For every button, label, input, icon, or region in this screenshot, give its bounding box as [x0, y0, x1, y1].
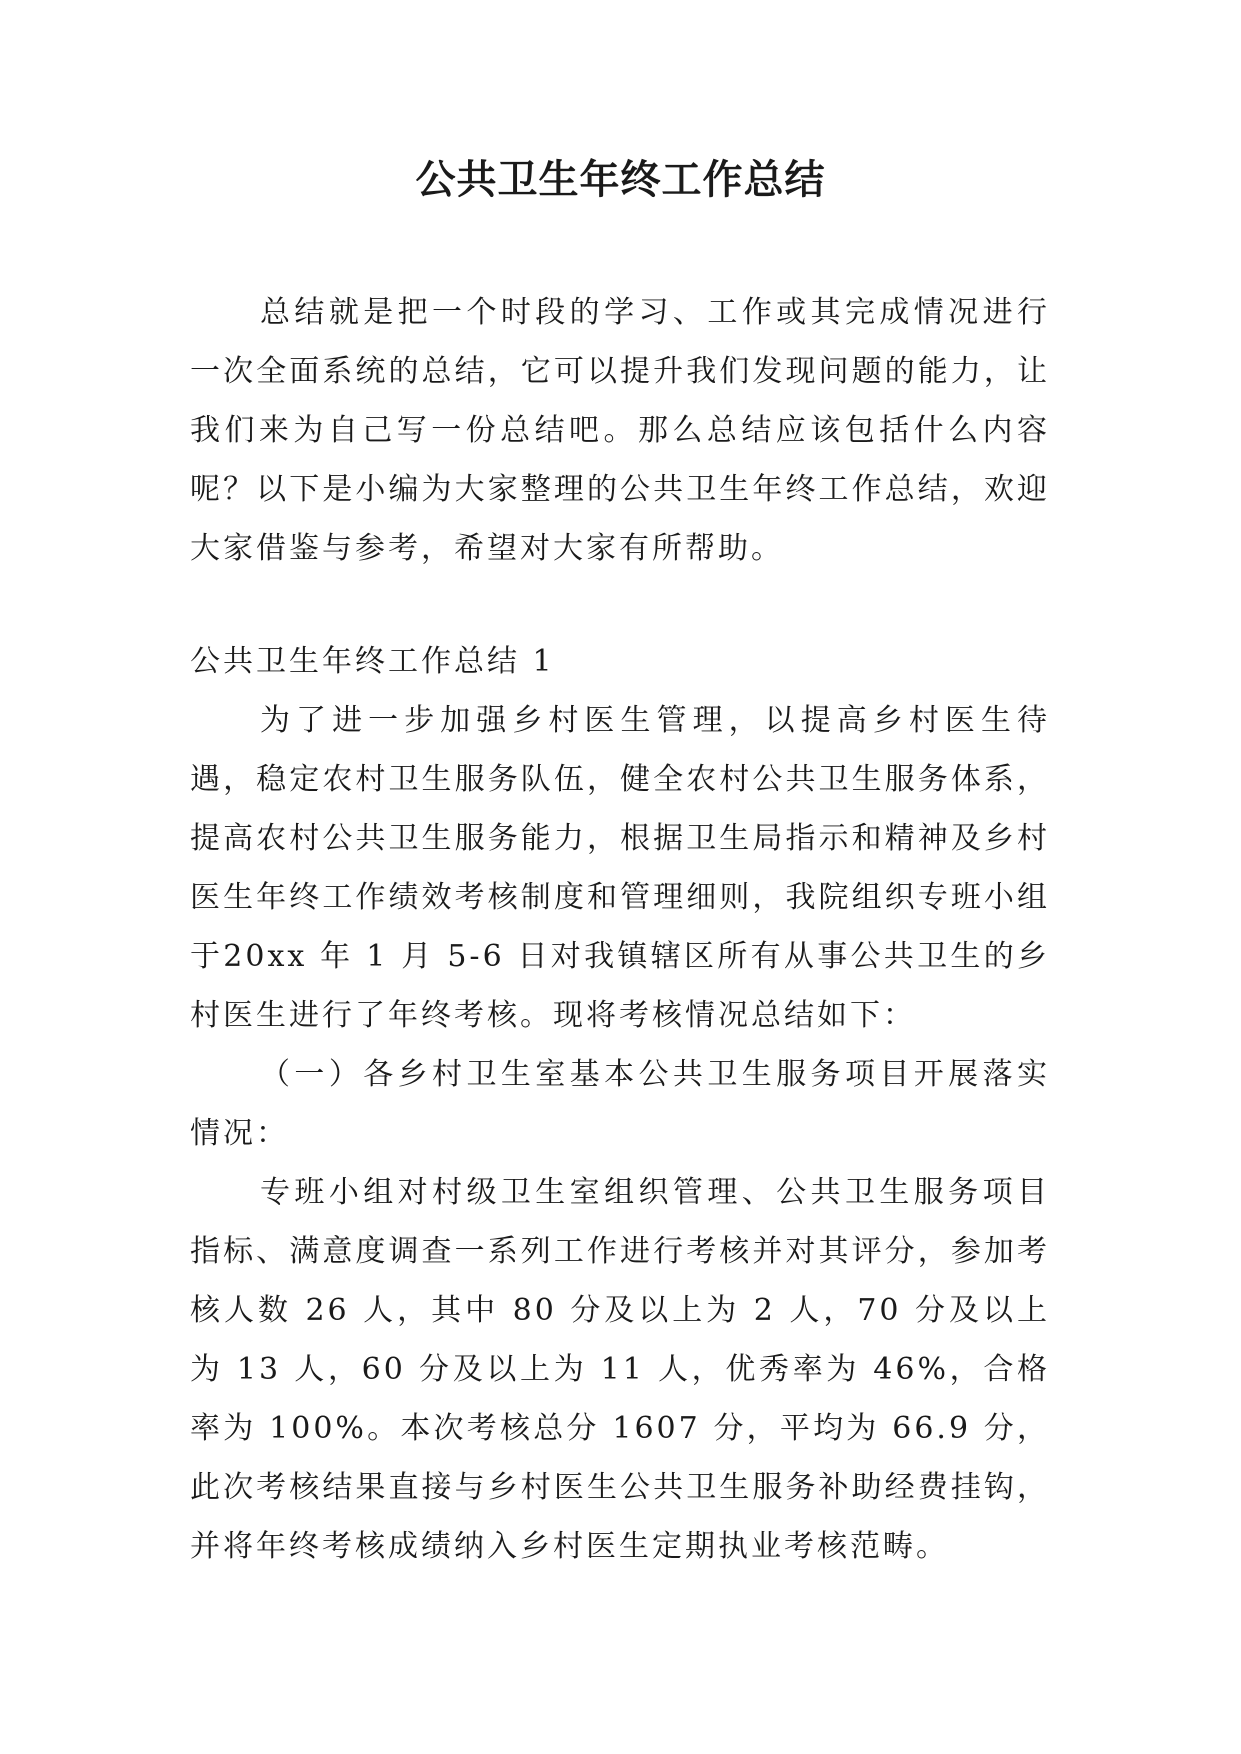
intro-paragraph: 总结就是把一个时段的学习、工作或其完成情况进行一次全面系统的总结，它可以提升我们发现问题的能力，让我们来为自己写一份总结吧。那么总结应该包括什么内容呢？以下是小编为大家整理的公共卫生年终工作总结，欢迎大家借鉴与参考，希望对大家有所帮助。 [190, 295, 1050, 566]
intro-block [190, 283, 1050, 578]
body-paragraph-1: 为了进一步加强乡村医生管理，以提高乡村医生待遇，稳定农村卫生服务队伍，健全农村公共卫生服务体系，提高农村公共卫生服务能力，根据卫生局指示和精神及乡村医生年终工作绩效考核制度和管理细则，我院组织专班小组于20xx 年 1 月 5-6 日对我镇辖区所有从事公共卫生的乡村医生进行了年终考核。现将考核情况总结如下： [190, 703, 1050, 1033]
section-1 [190, 632, 1050, 1576]
subheading-1: （一）各乡村卫生室基本公共卫生服务项目开展落实情况： [190, 1057, 1050, 1151]
section-heading: 公共卫生年终工作总结 1 [190, 644, 555, 679]
document-title: 公共卫生年终工作总结 [415, 157, 826, 203]
body-paragraph-2: 专班小组对村级卫生室组织管理、公共卫生服务项目指标、满意度调查一系列工作进行考核并对其评分，参加考核人数 26 人，其中 80 分及以上为 2 人，70 分及以上为 13 人，60 分及以上为 11 人，优秀率为 46%，合格率为 100%。本次考核总分 1607 分，平均为 66.9 分，此次考核结果直接与乡村医生公共卫生服务补助经费挂钩，并将年终考核成绩纳入乡村医生定期执业考核范畴。 [190, 1175, 1050, 1564]
